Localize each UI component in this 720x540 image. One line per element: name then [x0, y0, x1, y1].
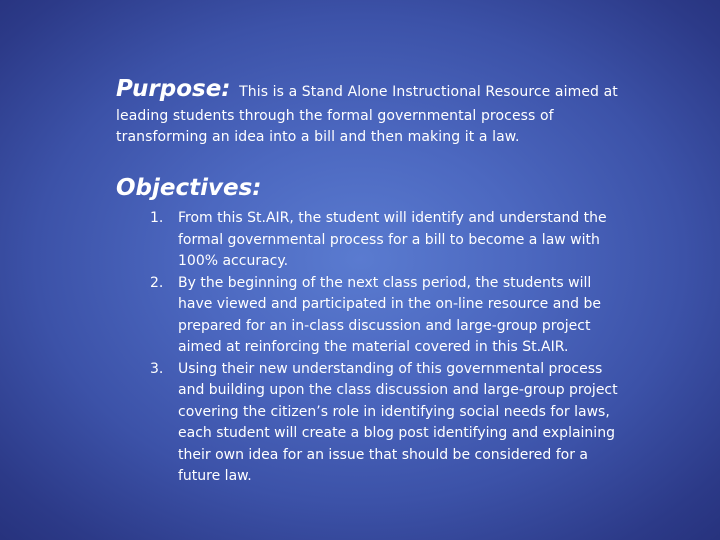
- purpose-lead-text: This is a Stand Alone Instructional Resource aimed at: [239, 84, 618, 100]
- purpose-body-text: leading students through the formal governmental process of transforming an idea into a bill and then making it a law.: [116, 108, 554, 145]
- objective-number: 3.: [150, 360, 164, 377]
- objective-item: [150, 359, 630, 488]
- objective-number: 2.: [150, 274, 164, 291]
- objective-number: 1.: [150, 210, 164, 226]
- objective-item: [150, 273, 630, 359]
- objective-text: Using their new understanding of this governmental process and building upon the class discussion and large-group project covering the citizen’s role in identifying social needs for laws, each student will create a blog post identifying and explaining their own idea for an issue that should be considered for a future law.: [178, 360, 618, 484]
- purpose-heading: Purpose:: [116, 76, 231, 102]
- objectives-list: [150, 208, 630, 488]
- purpose-section: [116, 76, 636, 148]
- objective-text: From this St.AIR, the student will identify and understand the formal governmental process for a bill to become a law with 100% accuracy.: [178, 210, 607, 269]
- objective-text: By the beginning of the next class period, the students will have viewed and participated in the on-line resource and be prepared for an in-class discussion and large-group project aimed at reinforcing the material covered in this St.AIR.: [178, 274, 602, 355]
- objectives-heading: Objectives:: [116, 175, 262, 201]
- objective-item: [150, 208, 630, 273]
